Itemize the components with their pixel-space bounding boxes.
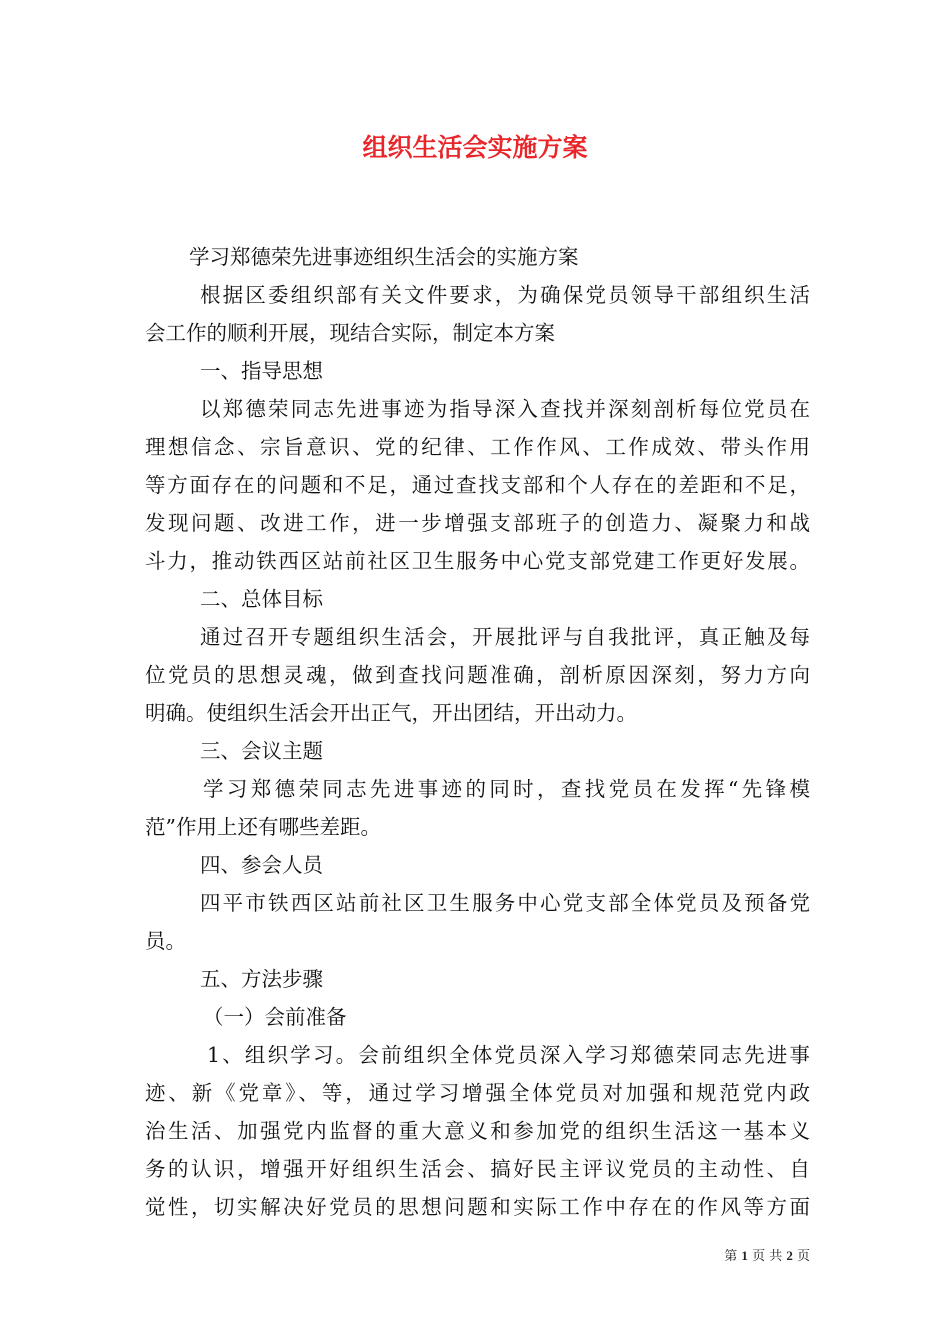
footer-suffix: 页: [796, 1249, 810, 1264]
page-title: 组织生活会实施方案: [362, 133, 588, 162]
paragraph-line: 务的认识，增强开好组织生活会、搞好民主评议党员的主动性、自: [145, 1157, 810, 1181]
paragraph-line: 等方面存在的问题和不足，通过查找支部和个人存在的差距和不足，: [145, 473, 810, 497]
page-number-footer: [700, 1246, 810, 1267]
document-body: [145, 238, 810, 1226]
paragraph-line: 位党员的思想灵魂，做到查找问题准确，剖析原因深刻，努力方向: [145, 663, 810, 687]
footer-prefix: 第: [724, 1249, 738, 1264]
paragraph-line: 治生活、加强党内监督的重大意义和参加党的组织生活这一基本义: [145, 1119, 810, 1143]
paragraph-line: 以郑德荣同志先进事迹为指导深入查找并深刻剖析每位党员在: [200, 397, 810, 421]
paragraph-line: 1、组织学习。会前组织全体党员深入学习郑德荣同志先进事: [207, 1043, 810, 1067]
section-heading: 五、方法步骤: [200, 967, 323, 991]
paragraph-line: 斗力，推动铁西区站前社区卫生服务中心党支部党建工作更好发展。: [145, 549, 810, 573]
paragraph-line: 觉性，切实解决好党员的思想问题和实际工作中存在的作风等方面: [145, 1195, 810, 1219]
paragraph-line: 发现问题、改进工作，进一步增强支部班子的创造力、凝聚力和战: [145, 511, 810, 535]
paragraph-line: 四平市铁西区站前社区卫生服务中心党支部全体党员及预备党: [200, 891, 810, 915]
section-heading: 一、指导思想: [200, 359, 323, 383]
subtitle-line: 学习郑德荣先进事迹组织生活会的实施方案: [189, 245, 579, 269]
paragraph-line: 理想信念、宗旨意识、党的纪律、工作作风、工作成效、带头作用: [145, 435, 810, 459]
paragraph-line: 学习郑德荣同志先进事迹的同时，查找党员在发挥“先锋模: [203, 777, 810, 801]
paragraph-line: 通过召开专题组织生活会，开展批评与自我批评，真正触及每: [200, 625, 810, 649]
paragraph-line: 根据区委组织部有关文件要求，为确保党员领导干部组织生活: [200, 283, 810, 307]
paragraph-line: 明确。使组织生活会开出正气，开出团结，开出动力。: [145, 701, 637, 725]
subsection-heading: （一）会前准备: [203, 1005, 347, 1029]
current-page-number: 1: [741, 1248, 748, 1263]
total-pages-number: 2: [786, 1248, 793, 1263]
section-heading: 二、总体目标: [200, 587, 323, 611]
paragraph-line: 迹、新《党章》、等，通过学习增强全体党员对加强和规范党内政: [145, 1081, 810, 1105]
paragraph-line: 员。: [145, 929, 186, 953]
paragraph-line: 会工作的顺利开展，现结合实际，制定本方案: [145, 321, 555, 345]
paragraph-line: 范”作用上还有哪些差距。: [145, 815, 381, 839]
section-heading: 四、参会人员: [200, 853, 323, 877]
section-heading: 三、会议主题: [200, 739, 323, 763]
footer-middle: 页 共: [752, 1249, 783, 1264]
